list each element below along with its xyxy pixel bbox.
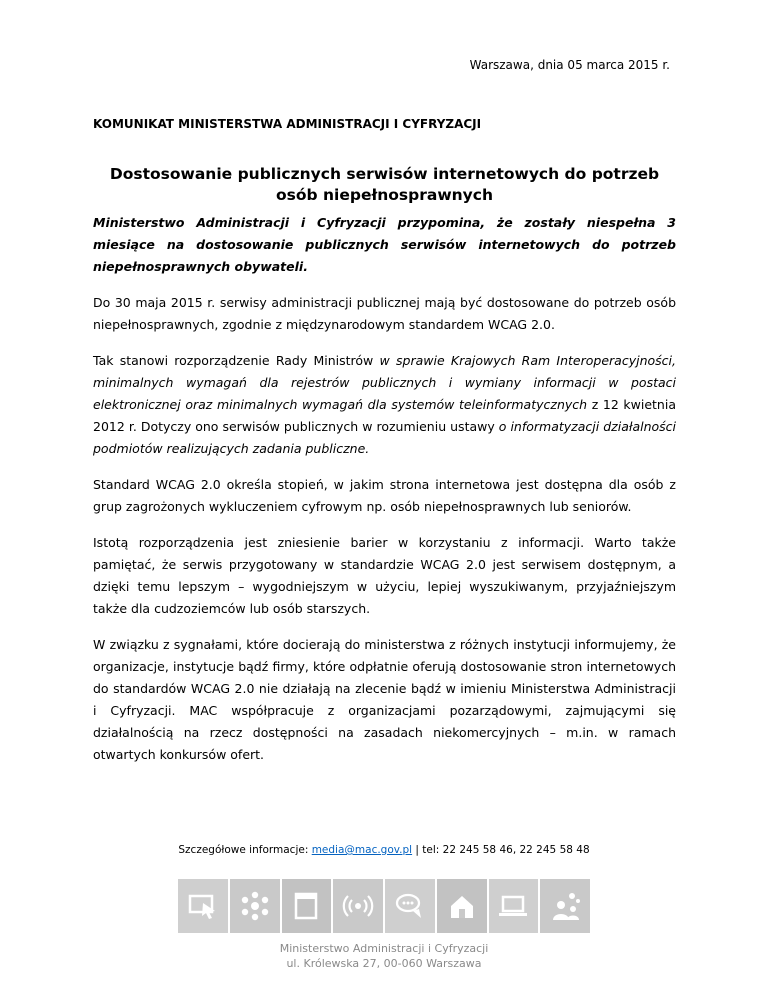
regulation-title: w sprawie Krajowych Ram Interoperacyjności, minimalnych wymagań dla rejestrów publicznych i wymiany informacji w postaci elektronicznej oraz minimalnych wymagań dla systemów teleinformatycznych xyxy=(93,353,676,412)
ministry-footer xyxy=(0,941,768,971)
wireless-icon xyxy=(333,879,383,933)
paragraph-barriers: Istotą rozporządzenia jest zniesienie barier w korzystaniu z informacji. Warto także pamiętać, że serwis przygotowany w standardzie WCAG 2.0 jest serwisem dostępnym, a dzięki temu lepszym – wygodniejszym w użyciu, lepiej wyszukiwanym, przyjaźniejszym także dla cudzoziemców lub osób starszych. xyxy=(93,535,676,616)
regulation-text-1: Tak stanowi rozporządzenie Rady Ministrów xyxy=(93,353,380,368)
network-icon xyxy=(230,879,280,933)
ministry-banner xyxy=(178,879,590,933)
footer-contact xyxy=(0,844,768,856)
document-body xyxy=(93,212,676,780)
document-date: Warszawa, dnia 05 marca 2015 r. xyxy=(469,58,670,72)
cursor-icon xyxy=(178,879,228,933)
lead-paragraph: Ministerstwo Administracji i Cyfryzacji przypomina, że zostały niespełna 3 miesiące na dostosowanie publicznych serwisów internetowych do potrzeb niepełnosprawnych obywateli. xyxy=(93,215,676,274)
people-gear-icon xyxy=(540,879,590,933)
paragraph-signals: W związku z sygnałami, które docierają do ministerstwa z różnych instytucji informujemy, że organizacje, instytucje bądź firmy, które odpłatnie oferują dostosowanie stron internetowych do standardów WCAG 2.0 nie działają na zlecenie bądź w imieniu Ministerstwa Administracji i Cyfryzacji. MAC współpracuje z organizacjami pozarządowymi, zajmującymi się działalnością na rzecz dostępności na zasadach niekomercyjnych – m.in. w ramach otwartych konkursów ofert. xyxy=(93,637,676,762)
regulation-text-2: z 12 kwietnia 2012 r. Dotyczy ono serwisów publicznych w rozumieniu ustawy xyxy=(93,397,676,434)
ministry-address: ul. Królewska 27, 00-060 Warszawa xyxy=(286,957,482,970)
laptop-icon xyxy=(489,879,539,933)
email-link[interactable]: media@mac.gov.pl xyxy=(311,844,413,856)
ministry-name: Ministerstwo Administracji i Cyfryzacji xyxy=(279,942,489,955)
house-icon xyxy=(437,879,487,933)
contact-prefix: Szczegółowe informacje: xyxy=(178,844,312,856)
paragraph-deadline: Do 30 maja 2015 r. serwisy administracji publicznej mają być dostosowane do potrzeb osób niepełnosprawnych, zgodnie z międzynarodowym standardem WCAG 2.0. xyxy=(93,295,676,332)
act-title: o informatyzacji działalności podmiotów realizujących zadania publiczne. xyxy=(93,419,677,456)
communique-heading: KOMUNIKAT MINISTERSTWA ADMINISTRACJI I CYFRYZACJI xyxy=(93,117,482,131)
contact-phone: | tel: 22 245 58 46, 22 245 58 48 xyxy=(412,844,590,856)
paragraph-wcag: Standard WCAG 2.0 określa stopień, w jakim strona internetowa jest dostępna dla osób z grup zagrożonych wykluczeniem cyfrowym np. osób niepełnosprawnych lub seniorów. xyxy=(93,477,676,514)
paragraph-regulation xyxy=(93,350,676,460)
document-title: Dostosowanie publicznych serwisów internetowych do potrzeb osób niepełnosprawnych xyxy=(109,165,660,204)
chat-icon xyxy=(385,879,435,933)
document-icon xyxy=(282,879,332,933)
